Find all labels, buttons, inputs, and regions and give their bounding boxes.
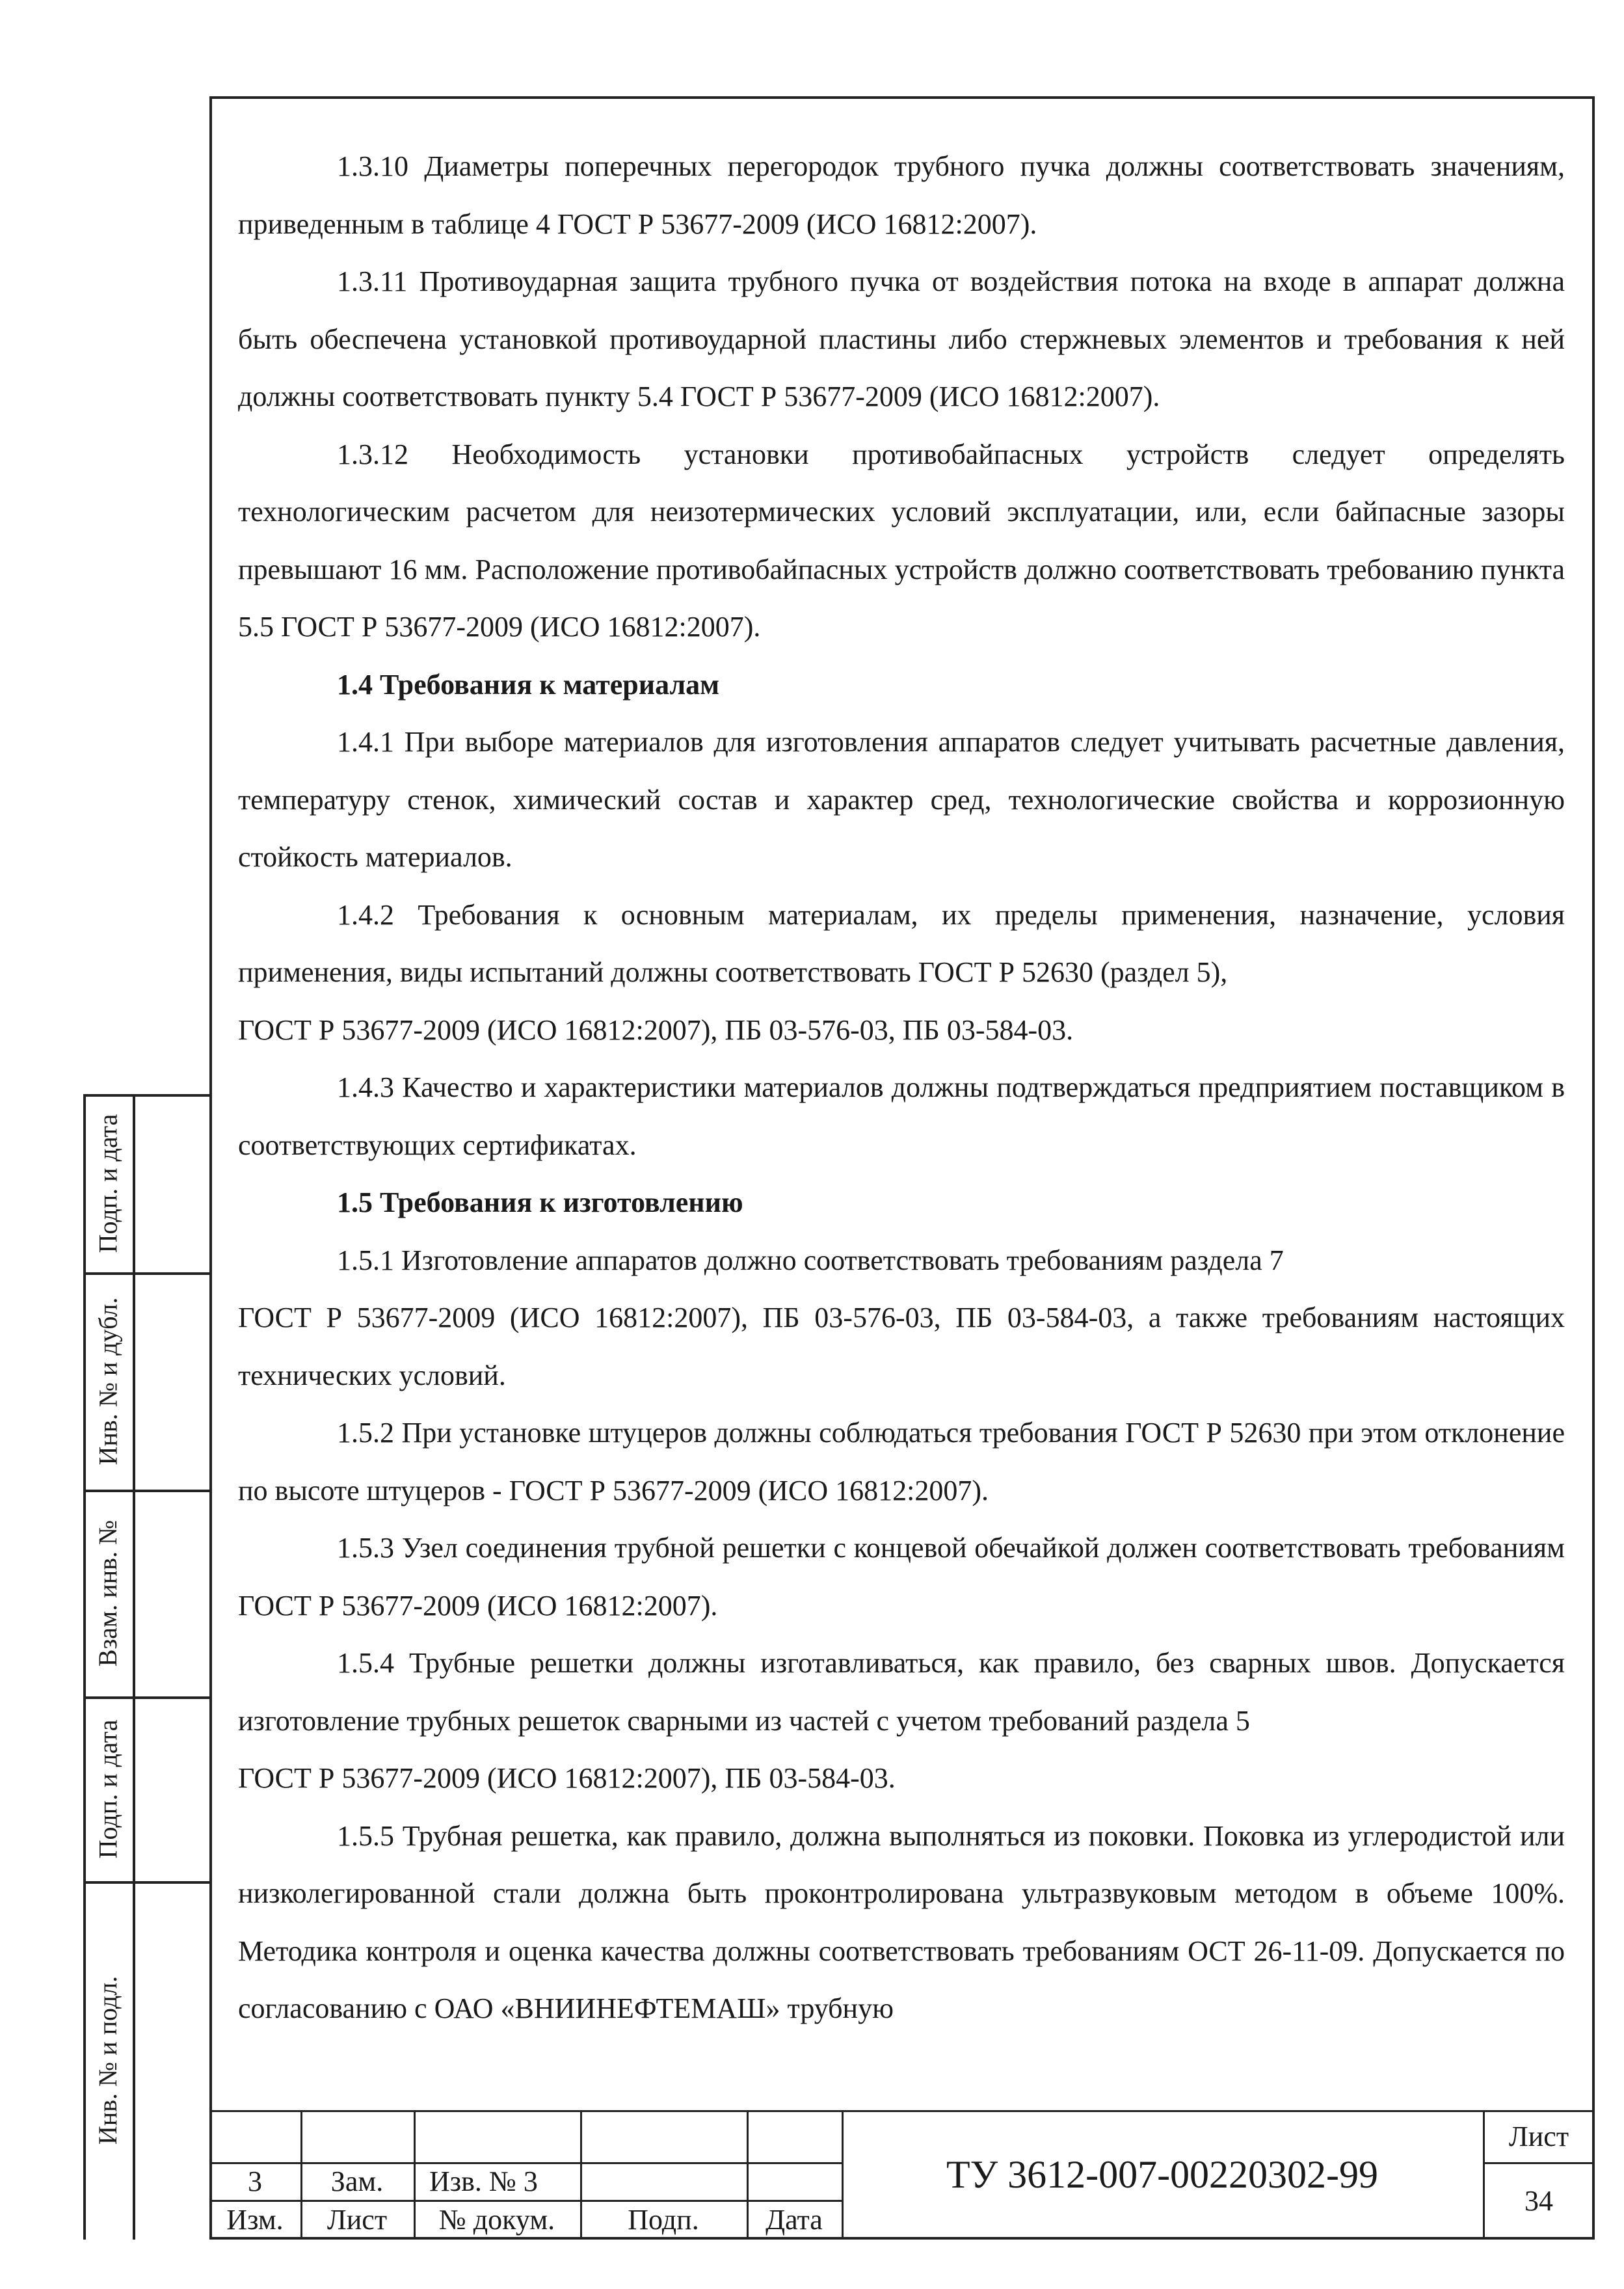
paragraph-1-4-2-continued: ГОСТ Р 53677-2009 (ИСО 16812:2007), ПБ 03-576-03, ПБ 03-584-03. <box>238 1013 1074 1046</box>
sheet-label: Лист <box>1508 2120 1569 2152</box>
side-label-vzam-inv: Взам. инв. № <box>93 1519 123 1667</box>
paragraph-1-4-3: 1.4.3 Качество и характеристики материалов должны подтверждаться предприятием поставщиком в соответствующих сертификатах. <box>238 1071 1565 1161</box>
paragraph-1-4-2: 1.4.2 Требования к основным материалам, их пределы применения, назначение, условия применения, виды испытаний должны соответствовать ГОСТ Р 52630 (раздел 5), <box>238 898 1565 988</box>
paragraph-1-5-2: 1.5.2 При установке штуцеров должны соблюдаться требования ГОСТ Р 52630 при этом отклонение по высоте штуцеров - ГОСТ Р 53677-2009 (ИСО 16812:2007). <box>238 1417 1565 1506</box>
title-block <box>209 2110 1595 2240</box>
side-label-inv-podl: Инв. № и подл. <box>93 1975 123 2145</box>
header-podp: Подп. <box>628 2204 699 2236</box>
paragraph-1-5-5: 1.5.5 Трубная решетка, как правило, должна выполняться из поковки. Поковка из углеродистой или низколегированной стали должна быть проконтролирована ультразвуковым методом в объеме 100%. Методика контроля и оценка качества должны соответствовать требованиям ОСТ 26-11-09. Допускается по согласованию с ОАО «ВНИИНЕФТЕМАШ» трубную <box>238 1819 1565 2024</box>
side-label-inv-dubl: Инв. № и дубл. <box>93 1297 123 1465</box>
paragraph-1-3-11: 1.3.11 Противоударная защита трубного пучка от воздействия потока на входе в аппарат должна быть обеспечена установкой противоударной пластины либо стержневых элементов и требования к ней должны соответствовать пункту 5.4 ГОСТ Р 53677-2009 (ИСО 16812:2007). <box>238 265 1565 412</box>
paragraph-1-5-4-continued: ГОСТ Р 53677-2009 (ИСО 16812:2007), ПБ 03-584-03. <box>238 1762 896 1794</box>
section-heading-1-4: 1.4 Требования к материалам <box>337 668 720 701</box>
header-data: Дата <box>765 2204 823 2236</box>
paragraph-1-5-1: 1.5.1 Изготовление аппаратов должно соответствовать требованиям раздела 7 <box>337 1244 1284 1276</box>
document-code: ТУ 3612-007-00220302-99 <box>946 2153 1379 2196</box>
sheet-number: 34 <box>1524 2185 1553 2217</box>
paragraph-1-3-10: 1.3.10 Диаметры поперечных перегородок трубного пучка должны соответствовать значениям, приведенным в таблице 4 ГОСТ Р 53677-2009 (ИСО 16812:2007). <box>238 150 1565 240</box>
change-list-value: Зам. <box>330 2165 384 2197</box>
side-label-podp-data-2: Подп. и дата <box>93 1719 123 1858</box>
side-stamp-inner-line <box>133 1094 135 2240</box>
change-izm-value: 3 <box>248 2165 262 2197</box>
side-stamp <box>83 1094 209 2240</box>
paragraph-1-5-3: 1.5.3 Узел соединения трубной решетки с концевой обечайкой должен соответствовать требованиям ГОСТ Р 53677-2009 (ИСО 16812:2007). <box>238 1532 1565 1622</box>
document-body <box>238 138 1565 2038</box>
paragraph-1-4-1: 1.4.1 При выборе материалов для изготовления аппаратов следует учитывать расчетные давления, температуру стенок, химический состав и характер сред, технологические свойства и коррозионную стойкость материалов. <box>238 726 1565 873</box>
header-doc-number: № докум. <box>438 2204 555 2236</box>
paragraph-1-5-4: 1.5.4 Трубные решетки должны изготавливаться, как правило, без сварных швов. Допускается изготовление трубных решеток сварными из частей с учетом требований раздела 5 <box>238 1647 1565 1737</box>
change-doc-value: Изв. № 3 <box>429 2165 538 2197</box>
side-label-podp-data: Подп. и дата <box>93 1114 123 1253</box>
header-list: Лист <box>326 2204 388 2236</box>
header-izm: Изм. <box>226 2204 284 2236</box>
paragraph-1-5-1-continued: ГОСТ Р 53677-2009 (ИСО 16812:2007), ПБ 03-576-03, ПБ 03-584-03, а также требованиям настоящих технических условий. <box>238 1302 1565 1391</box>
paragraph-1-3-12: 1.3.12 Необходимость установки противобайпасных устройств следует определять технологическим расчетом для неизотермических условий эксплуатации, или, если байпасные зазоры превышают 16 мм. Расположение противобайпасных устройств должно соответствовать требованию пункта 5.5 ГОСТ Р 53677-2009 (ИСО 16812:2007). <box>238 438 1565 643</box>
section-heading-1-5: 1.5 Требования к изготовлению <box>337 1186 743 1218</box>
